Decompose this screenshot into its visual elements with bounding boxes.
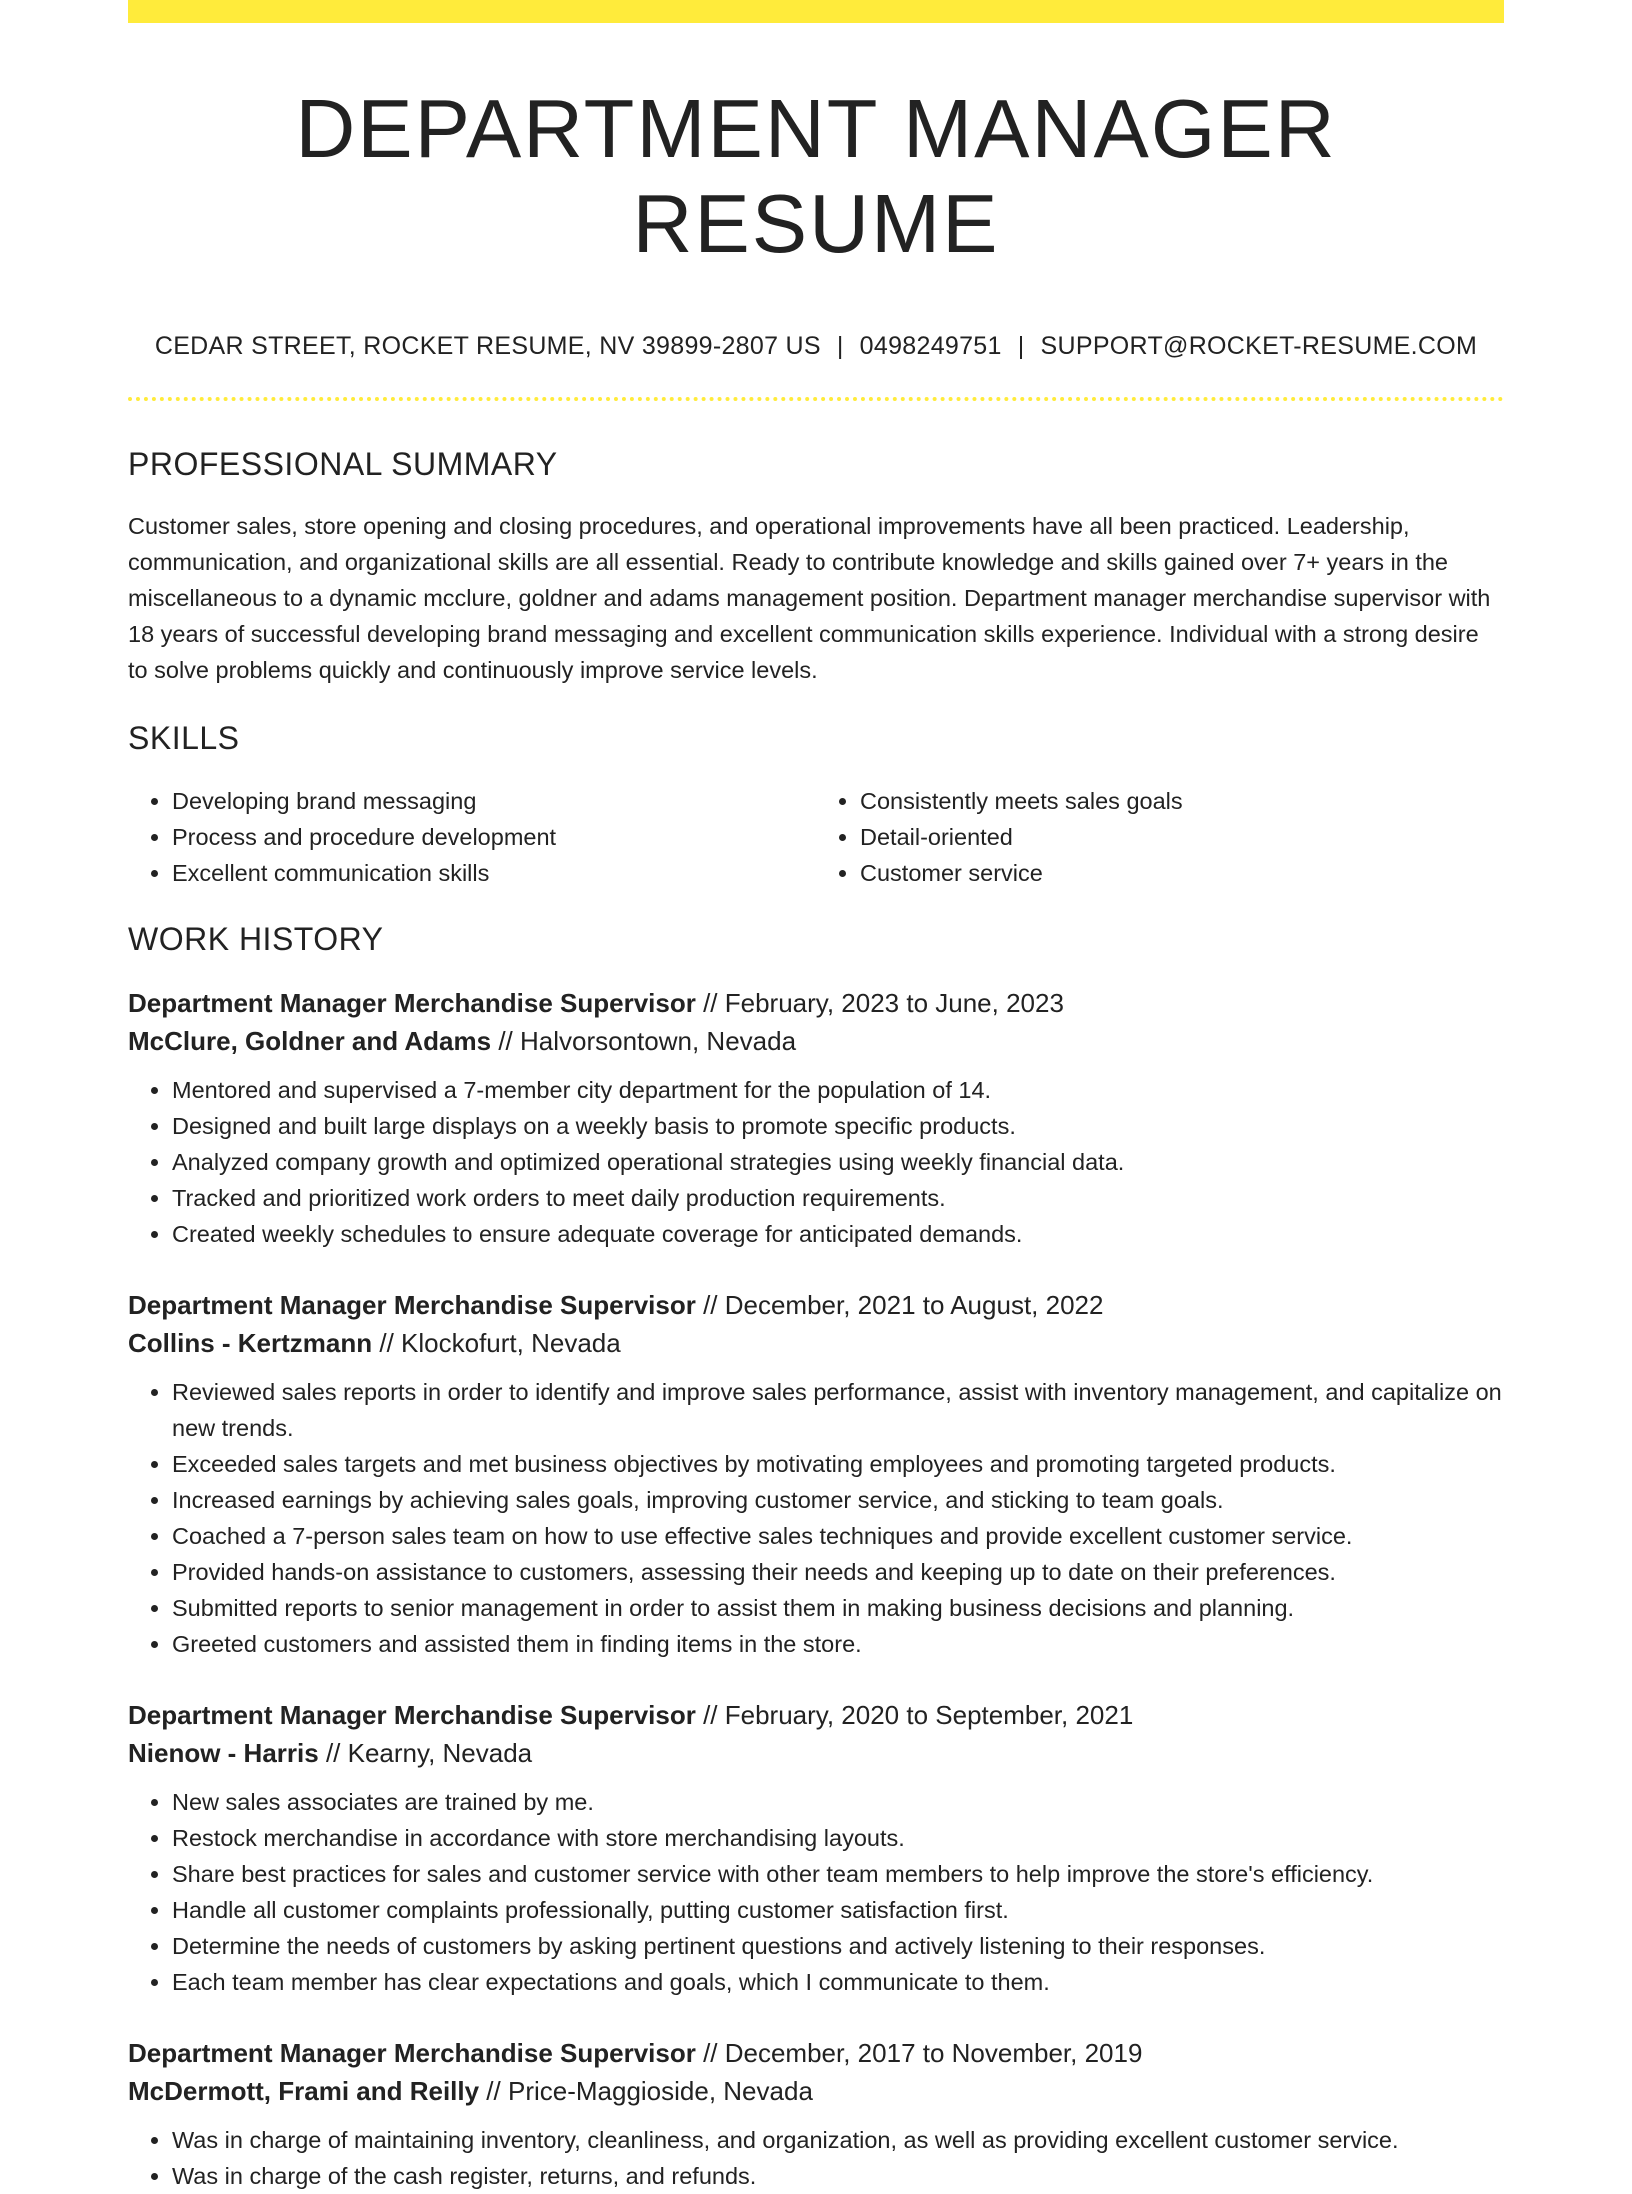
job-location: // Halvorsontown, Nevada [491,1025,797,1056]
job-bullet: • Analyzed company growth and optimized operational strategies using weekly financial data. [172,1144,1504,1180]
job-title: Department Manager Merchandise Supervisor [128,1289,696,1320]
job-title: Department Manager Merchandise Supervisor [128,1699,696,1730]
job-dates: // December, 2017 to November, 2019 [695,2037,1143,2068]
job-bullet: • Designed and built large displays on a weekly basis to promote specific products. [172,1108,1504,1144]
job-title-line [128,984,1504,1022]
job-bullet: • Provided hands-on assistance to customers, assessing their needs and keeping up to date on their preferences. [172,1554,1504,1590]
summary-text: Customer sales, store opening and closing procedures, and operational improvements have all been practiced. Leadership, communication, and organizational skills are all essential. Ready to contribute knowledge and skills gained over 7+ years in the miscellaneous to a dynamic mcclure, goldner and adams management position. Department manager merchandise supervisor with 18 years of successful developing brand messaging and excellent communication skills experience. Individual with a strong desire to solve problems quickly and continuously improve service levels. [128,512,1491,683]
skill-item: • Process and procedure development [172,819,816,855]
job-location: // Kearny, Nevada [318,1737,533,1768]
job-bullet: • Was in charge of the cash register, returns, and refunds. [172,2158,1504,2194]
skills-column-right [816,783,1504,891]
job-bullet: • Determine the needs of customers by asking pertinent questions and actively listening to their responses. [172,1928,1504,1964]
skill-item: • Consistently meets sales goals [860,783,1504,819]
skill-item: • Excellent communication skills [172,855,816,891]
job-title-line [128,2034,1504,2072]
job-bullet: • New sales associates are trained by me. [172,1784,1504,1820]
job-entry [128,1696,1504,2000]
job-entry [128,2034,1504,2194]
job-title-line [128,1696,1504,1734]
contact-email[interactable]: SUPPORT@ROCKET-RESUME.COM [1040,331,1478,360]
resume-title: DEPARTMENT MANAGER RESUME [295,82,1337,271]
job-bullet: • Exceeded sales targets and met business objectives by motivating employees and promoting targeted products. [172,1446,1504,1482]
job-bullet: • Submitted reports to senior management in order to assist them in making business decisions and planning. [172,1590,1504,1626]
skill-item: • Developing brand messaging [172,783,816,819]
dotted-divider [128,397,1504,401]
job-bullet: • Created weekly schedules to ensure adequate coverage for anticipated demands. [172,1216,1504,1252]
skills-column-left [128,783,816,891]
job-company-line [128,1734,1504,1772]
job-company: Collins - Kertzmann [128,1327,373,1358]
job-company: Nienow - Harris [128,1737,319,1768]
job-bullet: • Coached a 7-person sales team on how to use effective sales techniques and provide excellent customer service. [172,1518,1504,1554]
contact-line [128,332,1504,361]
job-company: McDermott, Frami and Reilly [128,2075,480,2106]
top-accent-bar [128,0,1504,23]
job-dates: // December, 2021 to August, 2022 [695,1289,1104,1320]
job-bullet: • Mentored and supervised a 7-member city department for the population of 14. [172,1072,1504,1108]
job-bullet: • Each team member has clear expectations and goals, which I communicate to them. [172,1964,1504,2000]
job-bullet: • Share best practices for sales and customer service with other team members to help improve the store's efficiency. [172,1856,1504,1892]
skills-heading: SKILLS [128,719,240,756]
contact-address: CEDAR STREET, ROCKET RESUME, NV 39899-2807 US [154,331,821,360]
job-title-line [128,1286,1504,1324]
job-bullet: • Tracked and prioritized work orders to meet daily production requirements. [172,1180,1504,1216]
job-bullet: • Reviewed sales reports in order to identify and improve sales performance, assist with inventory management, and capitalize on new trends. [172,1374,1504,1446]
contact-phone[interactable]: 0498249751 [859,331,1002,360]
contact-separator: | [836,331,844,360]
skill-item: • Detail-oriented [860,819,1504,855]
skills-list [128,783,1504,891]
job-bullet: • Increased earnings by achieving sales goals, improving customer service, and sticking to team goals. [172,1482,1504,1518]
job-title: Department Manager Merchandise Supervisor [128,2037,696,2068]
contact-separator: | [1017,331,1025,360]
job-company-line [128,2072,1504,2110]
skill-item: • Customer service [860,855,1504,891]
job-bullets [128,1072,1504,1252]
job-entry [128,984,1504,1252]
job-entry [128,1286,1504,1662]
job-company-line [128,1324,1504,1362]
job-company-line [128,1022,1504,1060]
job-bullets [128,2122,1504,2194]
job-company: McClure, Goldner and Adams [128,1025,492,1056]
job-dates: // February, 2020 to September, 2021 [695,1699,1134,1730]
job-bullet: • Was in charge of maintaining inventory, cleanliness, and organization, as well as providing excellent customer service. [172,2122,1504,2158]
summary-heading: PROFESSIONAL SUMMARY [128,445,558,482]
resume-page [128,0,1504,2194]
work-history-heading: WORK HISTORY [128,920,384,957]
job-location: // Price-Maggioside, Nevada [479,2075,813,2106]
job-bullet: • Restock merchandise in accordance with store merchandising layouts. [172,1820,1504,1856]
job-bullets [128,1784,1504,2000]
job-dates: // February, 2023 to June, 2023 [695,987,1064,1018]
job-title: Department Manager Merchandise Supervisor [128,987,696,1018]
job-bullets [128,1374,1504,1662]
job-location: // Klockofurt, Nevada [372,1327,621,1358]
job-bullet: • Greeted customers and assisted them in finding items in the store. [172,1626,1504,1662]
job-bullet: • Handle all customer complaints professionally, putting customer satisfaction first. [172,1892,1504,1928]
